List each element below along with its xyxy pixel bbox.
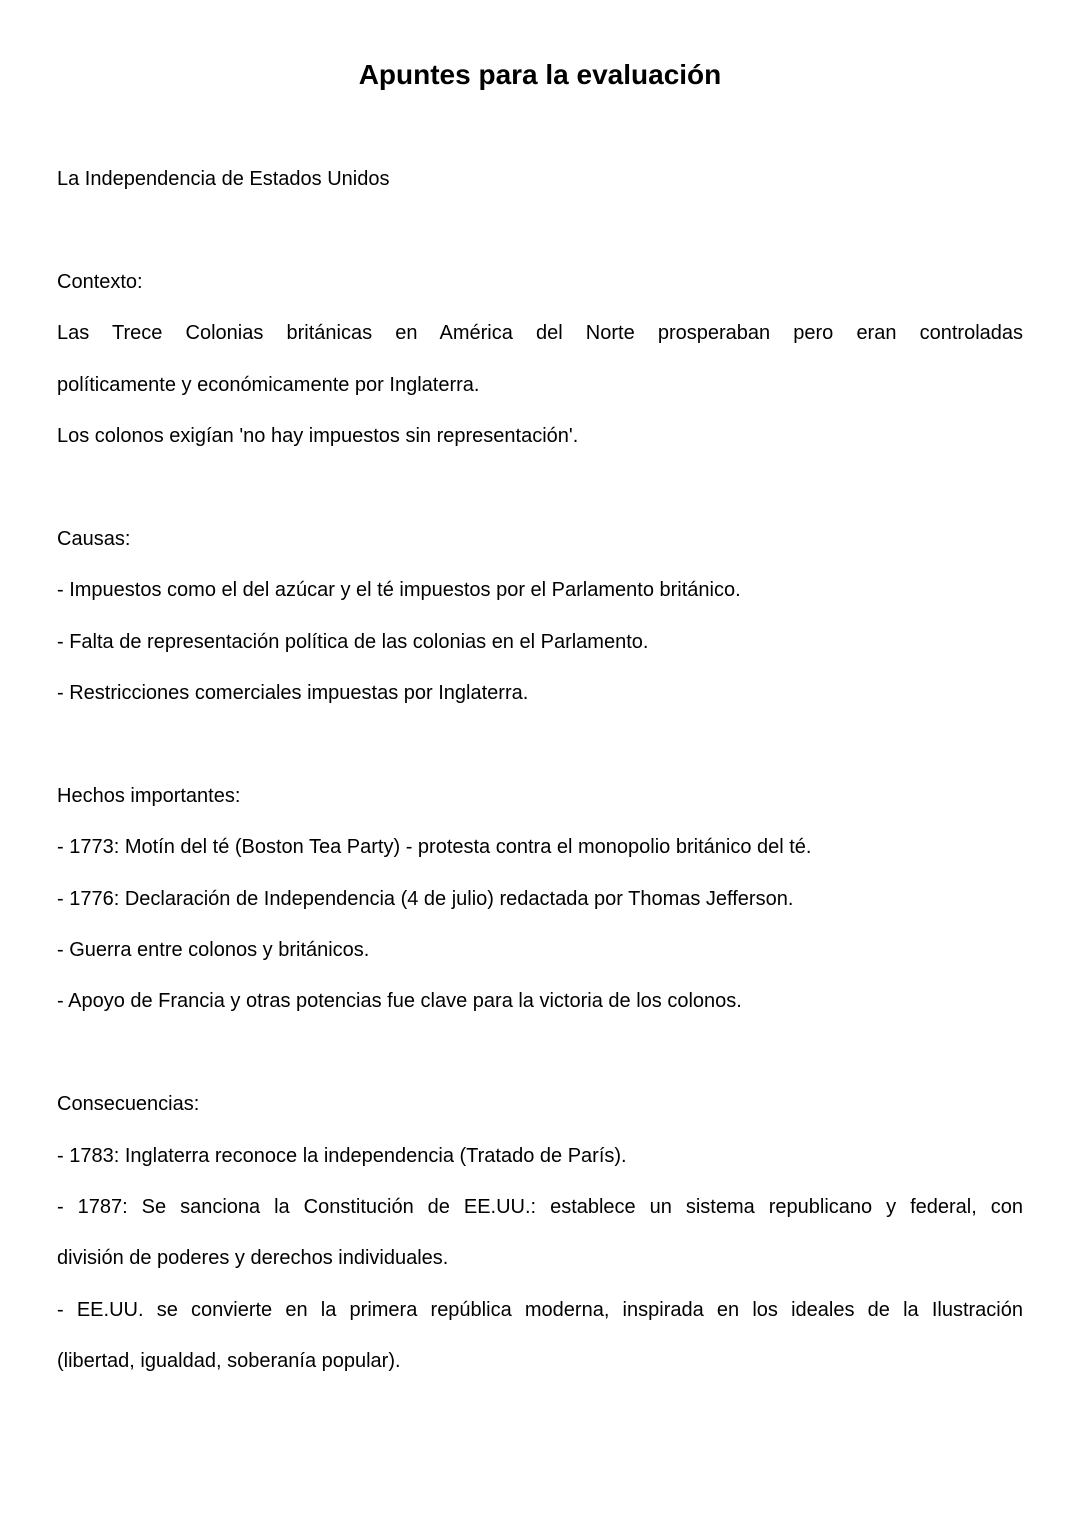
list-item-line: (libertad, igualdad, soberanía popular). (57, 1350, 401, 1373)
contexto-paragraph-line: Las Trece Colonias británicas en América del Norte prosperaban pero eran controladas (57, 322, 1023, 345)
document-body (57, 154, 1023, 1388)
list-item-line: división de poderes y derechos individuales. (57, 1247, 449, 1270)
section-heading-contexto: Contexto: (57, 270, 143, 293)
section-heading-hechos: Hechos importantes: (57, 784, 241, 807)
topic-heading: La Independencia de Estados Unidos (57, 168, 390, 190)
contexto-paragraph-line: políticamente y económicamente por Inglaterra. (57, 373, 480, 396)
section-heading-consecuencias: Consecuencias: (57, 1093, 200, 1116)
list-item: - 1783: Inglaterra reconoce la independencia (Tratado de París). (57, 1144, 627, 1167)
spacer (57, 462, 1023, 513)
list-item: - Falta de representación política de las colonias en el Parlamento. (57, 630, 649, 653)
section-heading-causas: Causas: (57, 527, 131, 550)
spacer (57, 719, 1023, 770)
list-item: - Impuestos como el del azúcar y el té impuestos por el Parlamento británico. (57, 579, 741, 602)
list-item: - Restricciones comerciales impuestas por Inglaterra. (57, 682, 529, 705)
list-item: - 1773: Motín del té (Boston Tea Party) - protesta contra el monopolio británico del té. (57, 836, 812, 859)
list-item: - Guerra entre colonos y británicos. (57, 939, 370, 962)
spacer (57, 1028, 1023, 1079)
contexto-paragraph: Los colonos exigían 'no hay impuestos sin representación'. (57, 425, 579, 448)
list-item: - 1776: Declaración de Independencia (4 de julio) redactada por Thomas Jefferson. (57, 887, 794, 910)
spacer (57, 205, 1023, 256)
list-item: - Apoyo de Francia y otras potencias fue clave para la victoria de los colonos. (57, 990, 742, 1013)
list-item-line: - 1787: Se sanciona la Constitución de EE.UU.: establece un sistema republicano y federal, con (57, 1196, 1023, 1219)
list-item-line: - EE.UU. se convierte en la primera república moderna, inspirada en los ideales de la Ilustración (57, 1298, 1023, 1321)
document-title: Apuntes para la evaluación (358, 59, 722, 90)
